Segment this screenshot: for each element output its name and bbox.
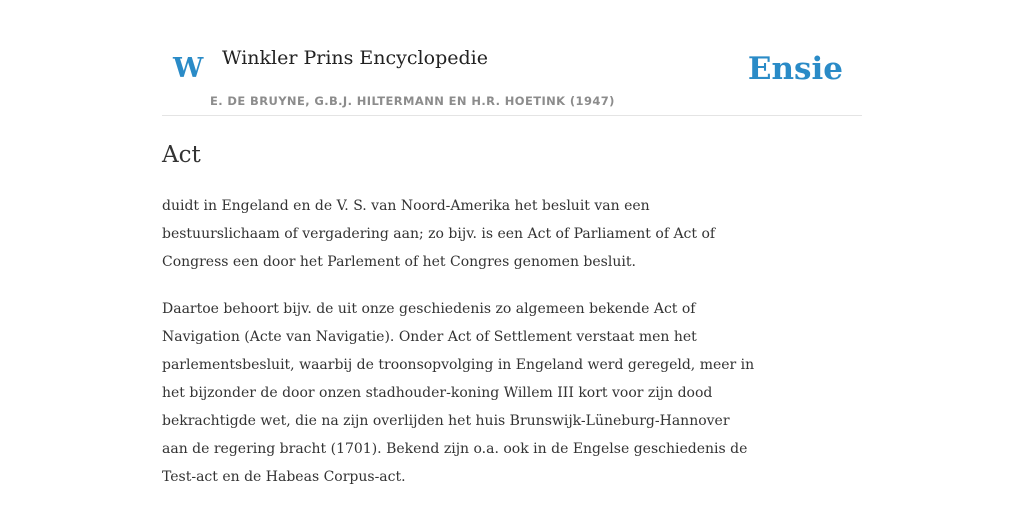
paragraph-line: Test-act en de Habeas Corpus-act.: [162, 469, 406, 485]
paragraph-line: parlementsbesluit, waarbij de troonsopvolging in Engeland werd geregeld, meer in: [162, 357, 755, 373]
paragraph-line: duidt in Engeland en de V. S. van Noord-Amerika het besluit van een: [162, 198, 650, 214]
entry-page: [162, 0, 862, 512]
paragraph-line: bestuurslichaam of vergadering aan; zo bijv. is een Act of Parliament of Act of: [162, 226, 716, 242]
entry-paragraph-2: [162, 295, 867, 491]
paragraph-line: Congress een door het Parlement of het Congres genomen besluit.: [162, 254, 636, 270]
paragraph-line: Daartoe behoort bijv. de uit onze geschiedenis zo algemeen bekende Act of: [162, 301, 696, 317]
brand-logo[interactable]: Ensie: [747, 51, 843, 87]
source-header: [162, 0, 862, 116]
paragraph-line: het bijzonder de door onzen stadhouder-koning Willem III kort voor zijn dood: [162, 385, 713, 401]
source-authors: E. DE BRUYNE, G.B.J. HILTERMANN EN H.R. HOETINK (1947): [210, 94, 615, 108]
paragraph-line: Navigation (Acte van Navigatie). Onder Act of Settlement verstaat men het: [162, 329, 697, 345]
paragraph-line: aan de regering bracht (1701). Bekend zijn o.a. ook in de Engelse geschiedenis de: [162, 441, 748, 457]
source-title[interactable]: Winkler Prins Encyclopedie: [222, 47, 488, 69]
entry-paragraph-1: [162, 192, 867, 276]
paragraph-line: bekrachtigde wet, die na zijn overlijden het huis Brunswijk-Lüneburg-Hannover: [162, 413, 730, 429]
source-logo[interactable]: W: [173, 53, 204, 84]
entry-title: Act: [162, 142, 201, 168]
